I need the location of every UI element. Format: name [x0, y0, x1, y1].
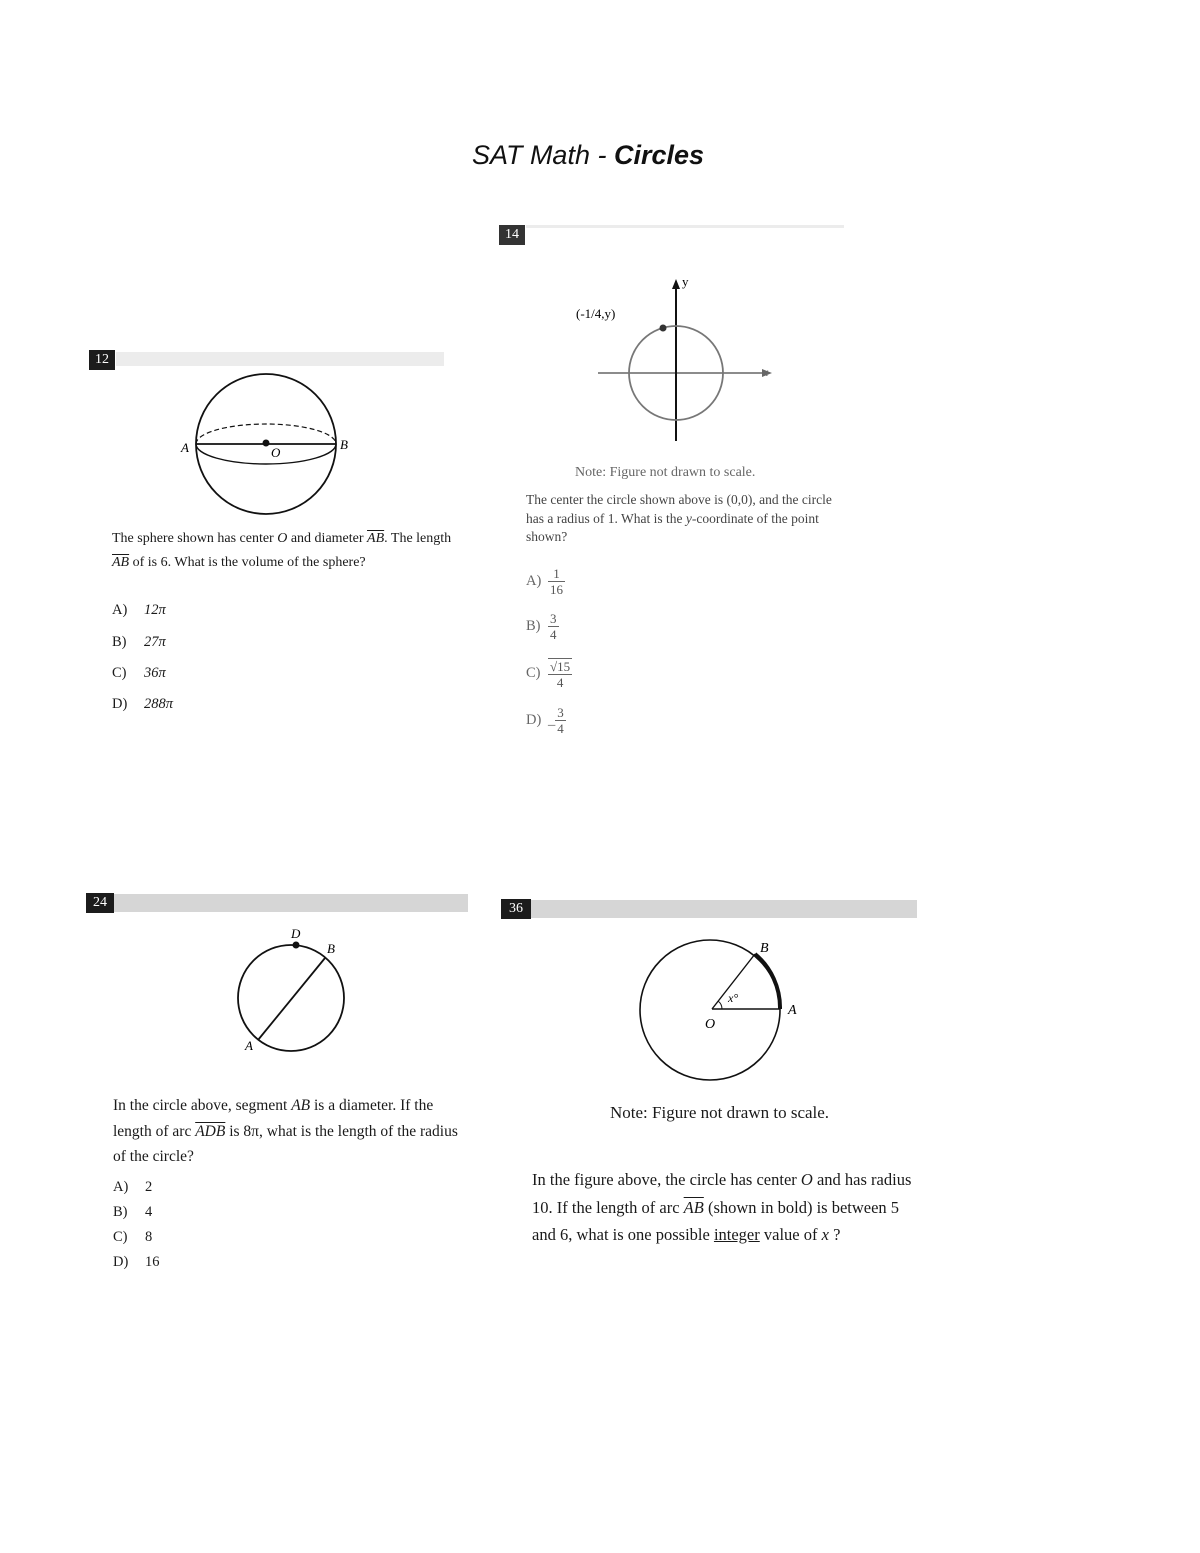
- label-d: D: [291, 926, 301, 941]
- figure-note-36: Note: Figure not drawn to scale.: [610, 1103, 830, 1122]
- q36-text-o: O: [800, 1170, 813, 1189]
- question-number-12: 12: [89, 350, 115, 370]
- circle-outline: [238, 945, 344, 1051]
- point-label: (-1/4,y): [576, 306, 616, 321]
- choice-value: 8: [145, 1229, 153, 1245]
- question-number-24: 24: [86, 893, 114, 913]
- answer-choice-c[interactable]: [113, 1227, 152, 1247]
- choice-fraction: [555, 705, 566, 736]
- angle-marker: [718, 1001, 722, 1009]
- answer-choice-a[interactable]: [112, 600, 166, 620]
- choice-fraction: [548, 611, 559, 642]
- q24-text-2: is a diameter. If the length of arc: [113, 1097, 434, 1140]
- coordinate-circle-diagram: [560, 265, 800, 455]
- choice-fraction: [548, 658, 572, 690]
- q14-text-2: -coordinate of the point shown?: [526, 510, 819, 544]
- question-header-bar-24: [114, 894, 468, 912]
- question-header-bar-14: [526, 225, 844, 228]
- page-title-bold: Circles: [613, 140, 705, 170]
- q36-text-3: (shown in bold) is between 5 and 6, what is one possible: [532, 1197, 900, 1244]
- circle-outline: [640, 940, 780, 1080]
- answer-choice-a[interactable]: [113, 1177, 152, 1197]
- question-12-text: [112, 527, 452, 575]
- choice-label: D): [113, 1254, 129, 1270]
- bold-arc-ab: [755, 954, 780, 1009]
- question-header-bar-12: [116, 352, 444, 366]
- page-title: [0, 140, 1176, 171]
- choice-label: D): [112, 696, 128, 712]
- q36-text-4: value of: [759, 1225, 822, 1244]
- choice-label: A): [112, 602, 128, 618]
- q12-text-4: of is 6. What is the volume of the sphere?: [129, 555, 366, 570]
- choice-label: B): [113, 1204, 128, 1220]
- choice-value: 2: [145, 1179, 153, 1195]
- answer-choice-d[interactable]: [112, 694, 173, 714]
- choice-fraction: [548, 566, 565, 597]
- answer-choice-c[interactable]: [526, 658, 572, 690]
- fraction-numerator: 3: [557, 705, 564, 720]
- question-24-text: [113, 1093, 469, 1170]
- label-a: A: [788, 1003, 797, 1018]
- point-d-marker: [293, 942, 300, 949]
- q36-text-x: x: [821, 1225, 829, 1244]
- y-axis-arrow: [672, 279, 680, 289]
- sphere-diagram: [170, 365, 370, 525]
- q36-text-2: and has radius 10. If the length of arc: [532, 1170, 912, 1217]
- q36-text-ab: $\overline{AB}$: [683, 1197, 704, 1217]
- choice-label: B): [526, 617, 541, 634]
- q12-text-2: and diameter: [287, 531, 368, 546]
- answer-choice-d[interactable]: [526, 705, 566, 736]
- answer-choice-d[interactable]: [113, 1252, 160, 1272]
- q36-text-1: In the figure above, the circle has center: [532, 1170, 801, 1189]
- q36-text-integer: integer: [713, 1225, 760, 1244]
- q12-text-ab2: $\overline{AB}$: [112, 555, 130, 570]
- answer-choice-a[interactable]: [526, 566, 565, 597]
- choice-label: A): [526, 572, 542, 589]
- fraction-numerator: √15: [550, 659, 571, 674]
- q24-text-1: In the circle above, segment: [113, 1097, 292, 1114]
- q24-text-adb: $\overline{ADB}$: [195, 1122, 226, 1140]
- choice-label: C): [526, 665, 541, 682]
- angle-label-x: x°: [728, 991, 739, 1005]
- choice-label: D): [526, 711, 542, 728]
- choice-value: 288π: [144, 696, 174, 712]
- label-b: B: [327, 941, 335, 956]
- question-number-14: 14: [499, 225, 525, 245]
- q24-text-ab: AB: [291, 1097, 311, 1114]
- fraction-numerator: 1: [548, 566, 565, 582]
- label-o: O: [705, 1017, 716, 1032]
- arc-diagram: [630, 930, 820, 1090]
- x-axis-label: x: [763, 365, 769, 379]
- choice-value: 12π: [144, 602, 166, 618]
- fraction-denominator: 4: [557, 721, 564, 736]
- label-a: A: [181, 440, 189, 455]
- answer-choice-b[interactable]: [113, 1202, 152, 1222]
- choice-value: 27π: [144, 634, 166, 650]
- label-a: A: [245, 1038, 253, 1053]
- answer-choice-b[interactable]: [526, 611, 559, 642]
- q12-text-o: O: [277, 531, 288, 546]
- choice-value: 36π: [144, 665, 166, 681]
- fraction-denominator: 4: [556, 675, 564, 690]
- question-14-text: [526, 491, 846, 547]
- fraction-denominator: 16: [550, 582, 563, 597]
- diameter-ab-line: [258, 958, 325, 1040]
- q24-text-3: is 8π, what is the length of the radius of the circle?: [113, 1122, 458, 1165]
- circle-diameter-diagram: [225, 922, 365, 1057]
- page-title-prefix: SAT Math -: [471, 140, 607, 170]
- point-marker: [660, 325, 667, 332]
- y-axis-label: y: [682, 274, 689, 289]
- question-header-bar-36: [531, 900, 917, 918]
- q14-text-y: y: [685, 510, 692, 526]
- choice-label: A): [113, 1179, 129, 1195]
- q14-text-1: The center the circle shown above is (0,0), and the circle has a radius of 1. What is the: [526, 492, 832, 526]
- answer-choice-c[interactable]: [112, 663, 166, 683]
- q36-text-5: ?: [828, 1225, 841, 1244]
- q12-text-ab: $\overline{AB}$: [367, 531, 385, 546]
- choice-prefix: _: [548, 711, 556, 728]
- center-point-o: [263, 440, 270, 447]
- q12-text-1: The sphere shown has center: [112, 531, 278, 546]
- sphere-equator-front: [196, 444, 336, 464]
- figure-note-14: Note: Figure not drawn to scale.: [575, 465, 756, 480]
- choice-value: 16: [145, 1254, 160, 1270]
- question-number-36: 36: [501, 899, 531, 919]
- answer-choice-b[interactable]: [112, 632, 166, 652]
- label-o: O: [271, 445, 281, 460]
- label-b: B: [760, 941, 769, 956]
- q12-text-3: . The length: [384, 531, 452, 546]
- question-36-text: [532, 1166, 917, 1249]
- choice-value: 4: [145, 1204, 153, 1220]
- choice-label: C): [112, 665, 127, 681]
- fraction-denominator: 4: [550, 627, 557, 642]
- label-b: B: [340, 437, 348, 452]
- fraction-numerator: 3: [550, 611, 557, 626]
- choice-label: C): [113, 1229, 128, 1245]
- choice-label: B): [112, 634, 127, 650]
